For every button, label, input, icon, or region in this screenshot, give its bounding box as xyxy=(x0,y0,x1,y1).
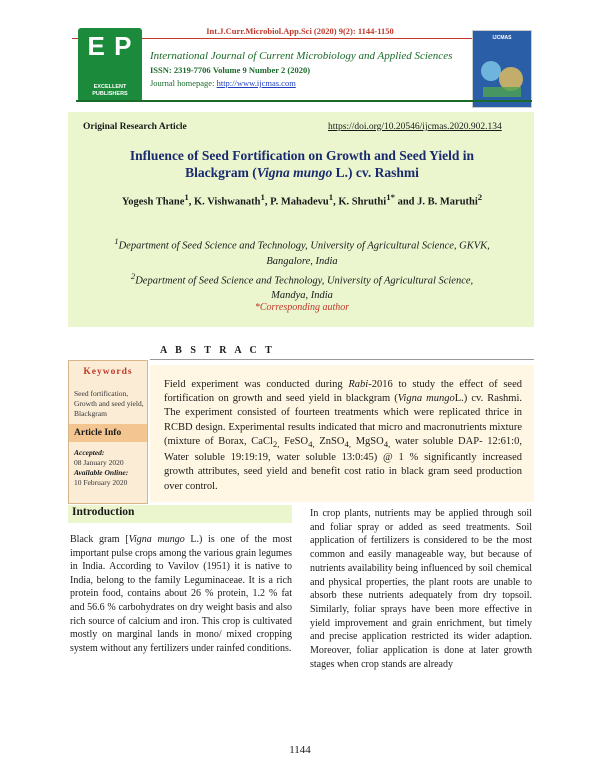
journal-reference: Int.J.Curr.Microbiol.App.Sci (2020) 9(2): 1144-1150 xyxy=(206,26,394,36)
abstract-text: Field experiment was conducted during Rabi-2016 to study the effect of seed fortification on growth and seed yield in blackgram (Vigna mungoL.) cv. Rashmi. The experiment consisted of fourteen treatments which were replicated thrice in RCBD design. Experimental results indicated that micro and macronutrients mixture (mixture of Borax, CaCl$_{2,}$ FeSO$_{4,}$ ZnSO$_{4,}$ MgSO$_{4,}$ water soluble DAP- 12:61:0, Water soluble 19:19:19, water soluble 13:0:45) @ 1 % significantly increased growth attributes, seed yield and benefit cost ratio in black gram seed production over control. xyxy=(164,379,522,492)
article-sidebar xyxy=(68,360,148,504)
author: Yogesh Thane xyxy=(121,196,185,208)
header-divider xyxy=(76,100,532,102)
article-info-title: Article Info xyxy=(69,424,147,442)
author: K. Vishwanath xyxy=(194,196,261,208)
doi-link[interactable]: https://doi.org/10.20546/ijcmas.2020.902.134 xyxy=(328,122,502,132)
body-column-right: In crop plants, nutrients may be applied through soil and foliar spray or added as seed treatments. Soil application of fertilizers is considered to be the most common and easily manageable way, but because of nutrients availability being influenced by soil chemical and physical properties, the plant roots are unable to absorb these nutrients adequately from dry topsoil. Similarly, foliar sprays have been more effective in yield improvement and grain enrichment, but timely and precise application restricted its wider adaption. Moreover, foliar application is done at later growth stages when crop stands are already xyxy=(310,508,532,670)
keywords: Seed fortification, Growth and seed yield, Blackgram xyxy=(74,389,144,418)
page-number: 1144 xyxy=(289,744,311,756)
keywords-title: Keywords xyxy=(83,367,133,377)
section-heading: Introduction xyxy=(72,506,135,518)
homepage-link[interactable]: http://www.ijcmas.com xyxy=(216,78,296,88)
author: K. Shruthi xyxy=(338,196,387,208)
issn-line: ISSN: 2319-7706 Volume 9 Number 2 (2020) xyxy=(150,65,311,75)
corresponding-author-note: *Corresponding author xyxy=(254,302,350,313)
body-column-left: Black gram [Vigna mungo L.) is one of the most important pulse crops among the various grain legumes in India. According to Vavilov (1951) it is native to India, belong to the family Leguminaceae. It is a rich protein food, contains about 26 % protein, 1.2 % fat and 56.6 % carbohydrates on dry weight basis and also rich source of calcium and iron. This crop is cultivated mostly on marginal lands in mono/ mixed cropping system without any fertilizers under rainfed conditions. xyxy=(70,534,292,654)
logo-text: EXCELLENT PUBLISHERS xyxy=(92,84,128,97)
article-dates: Accepted: 08 January 2020 Available Online: 10 February 2020 xyxy=(74,448,129,487)
author: P. Mahadevu xyxy=(270,196,329,208)
logo-letters: E P xyxy=(87,31,133,61)
journal-cover-image: IJCMAS xyxy=(472,30,532,108)
affiliations: $^1$Department of Seed Science and Technology, University of Agricultural Science, GKVK, Bangalore, India $^2$Department of Seed Science and Technology, University of Agricultural Science, Mandya, India xyxy=(114,236,490,301)
divider xyxy=(150,359,534,360)
article-type: Original Research Article xyxy=(83,122,187,132)
author: J. B. Maruthi xyxy=(417,196,478,208)
journal-homepage: Journal homepage: http://www.ijcmas.com xyxy=(150,78,296,88)
journal-title: International Journal of Current Microbiology and Applied Sciences xyxy=(150,50,453,62)
publisher-logo xyxy=(78,28,142,102)
author-list: Yogesh Thane$^1$, K. Vishwanath$^1$, P. Mahadevu$^1$, K. Shruthi$^{1*}$ and J. B. Maruthi$^2$ xyxy=(121,192,483,208)
cover-art-icon xyxy=(473,31,531,107)
article-title: Influence of Seed Fortification on Growth and Seed Yield in Blackgram (Vigna mungo L.) cv. Rashmi xyxy=(129,148,475,180)
abstract-heading: A B S T R A C T xyxy=(160,345,275,356)
